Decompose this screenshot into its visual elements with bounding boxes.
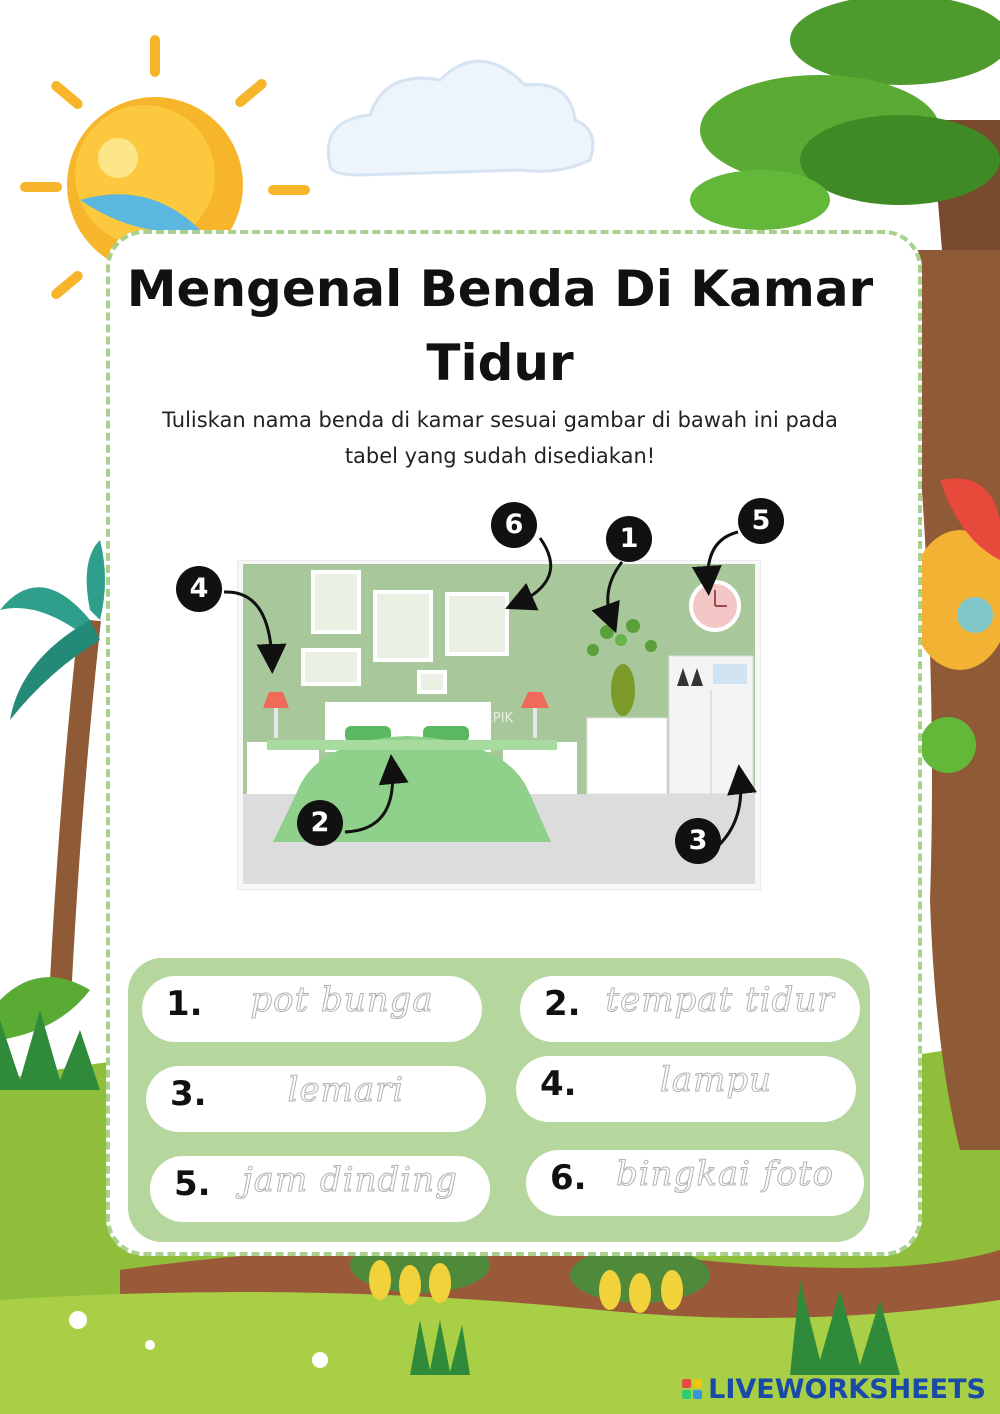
dresser: [587, 718, 667, 794]
answer-field-5[interactable]: [150, 1156, 490, 1222]
cloud-icon: [328, 61, 593, 175]
answer-text: lampu: [659, 1060, 773, 1100]
image-watermark: LOVEPIK: [459, 711, 514, 726]
answer-number: 6.: [550, 1158, 587, 1198]
instruction-text: Tuliskan nama benda di kamar sesuai gambar di bawah ini pada tabel yang sudah disediakan!: [162, 408, 838, 468]
callout-1: 1: [606, 516, 652, 562]
page-title: Mengenal Benda Di Kamar Tidur: [126, 260, 874, 392]
callout-3: 3: [675, 818, 721, 864]
answer-text: tempat tidur: [605, 980, 835, 1020]
answer-text: lemari: [287, 1070, 405, 1110]
callout-5: 5: [738, 498, 784, 544]
answer-field-1[interactable]: [142, 976, 482, 1042]
palm-tree-icon: [0, 540, 105, 1040]
answer-number: 4.: [540, 1064, 577, 1104]
answer-field-6[interactable]: [526, 1150, 864, 1216]
wardrobe-icon: [669, 656, 753, 794]
callout-6: 6: [491, 502, 537, 548]
liveworksheets-logo-icon: [682, 1379, 704, 1401]
liveworksheets-logo[interactable]: [682, 1374, 986, 1405]
answer-text: bingkai foto: [615, 1154, 835, 1194]
answer-field-2[interactable]: [520, 976, 860, 1042]
brand-name: LIVEWORKSHEETS: [708, 1374, 986, 1405]
answer-text: jam dinding: [242, 1160, 458, 1200]
answer-field-3[interactable]: [146, 1066, 486, 1132]
callout-2: 2: [297, 800, 343, 846]
answer-number: 5.: [174, 1164, 211, 1204]
answer-number: 2.: [544, 984, 581, 1024]
answer-number: 3.: [170, 1074, 207, 1114]
wall-clock-icon: [691, 582, 739, 630]
callout-4: 4: [176, 566, 222, 612]
answer-field-4[interactable]: [516, 1056, 856, 1122]
answer-text: pot bunga: [250, 980, 434, 1020]
answer-number: 1.: [166, 984, 203, 1024]
